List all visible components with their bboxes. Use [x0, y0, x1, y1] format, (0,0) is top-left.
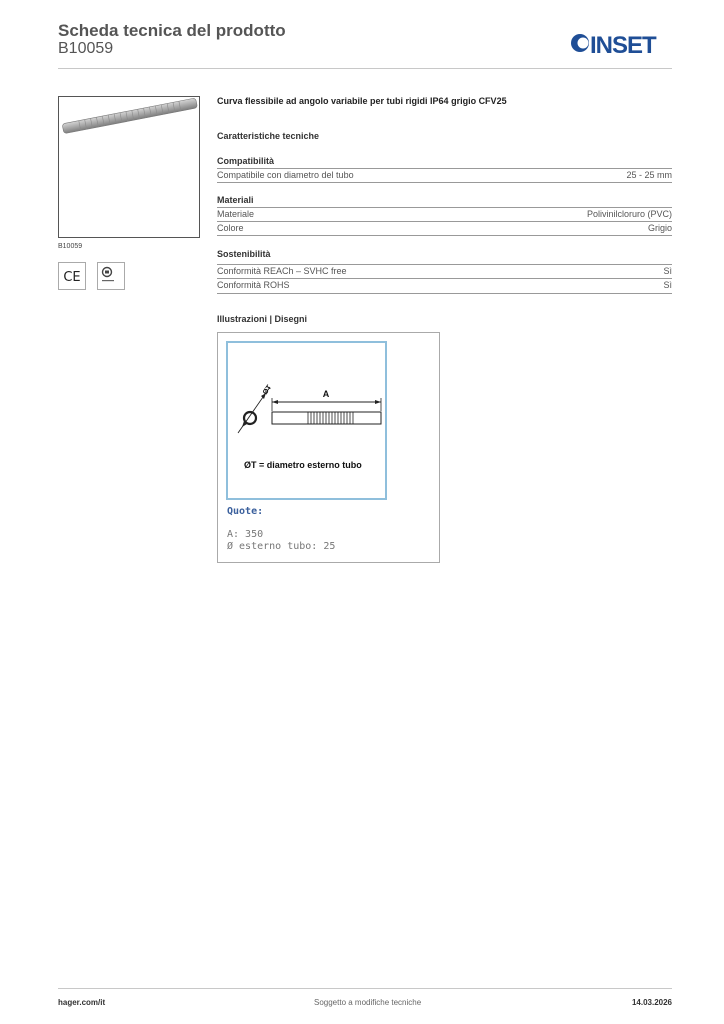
spec-row	[217, 278, 672, 293]
dimension-a-label: A	[322, 389, 330, 399]
spec-row	[217, 168, 672, 183]
footer-website: hager.com/it	[58, 998, 106, 1007]
dimension-diameter-label: ØT	[261, 384, 274, 397]
inset-logo	[570, 31, 674, 57]
quote-line: A: 350	[227, 529, 264, 540]
product-image	[58, 96, 200, 238]
spec-row	[217, 264, 672, 279]
row-divider	[217, 182, 672, 183]
footer-note: Soggetto a modifiche tecniche	[314, 998, 422, 1007]
spec-row	[217, 221, 672, 236]
row-divider	[217, 235, 672, 236]
page-title: Scheda tecnica del prodotto	[58, 21, 286, 40]
group-compatibility-title: Compatibilità	[217, 156, 275, 166]
specs-title: Caratteristiche tecniche	[217, 131, 320, 141]
spec-value: Sì	[663, 266, 672, 276]
spec-value: Sì	[663, 280, 672, 290]
group-materials-title: Materiali	[217, 195, 254, 205]
header-divider	[58, 68, 672, 69]
quote-line: Ø esterno tubo: 25	[227, 541, 336, 552]
spec-value: Polivinilcloruro (PVC)	[586, 209, 672, 219]
spec-label: Materiale	[217, 209, 255, 219]
group-sustainability-title: Sostenibilità	[217, 249, 271, 259]
technical-drawing	[226, 341, 387, 500]
spec-label: Conformità REACh – SVHC free	[217, 266, 347, 276]
footer-date: 14.03.2026	[631, 998, 672, 1007]
quote-title: Quote:	[227, 506, 264, 517]
spec-value: Grigio	[647, 223, 672, 233]
brand-wordmark: INSET	[590, 32, 656, 57]
ce-mark-icon	[58, 262, 86, 290]
hager-mark-icon	[97, 262, 125, 290]
product-name: Curva flessibile ad angolo variabile per tubi rigidi IP64 grigio CFV25	[217, 96, 507, 106]
image-caption: B10059	[58, 243, 83, 250]
spec-label: Compatibile con diametro del tubo	[217, 170, 354, 180]
svg-text:CE: CE	[63, 270, 81, 285]
spec-label: Conformità ROHS	[217, 280, 290, 290]
illustrations-title: Illustrazioni | Disegni	[217, 314, 308, 324]
spec-row	[217, 207, 672, 222]
product-code: B10059	[58, 40, 114, 57]
spec-value: 25 - 25 mm	[626, 170, 672, 180]
row-divider	[217, 293, 672, 294]
drawing-legend: ØT = diametro esterno tubo	[244, 460, 362, 470]
spec-label: Colore	[217, 223, 244, 233]
footer-divider	[58, 988, 672, 989]
